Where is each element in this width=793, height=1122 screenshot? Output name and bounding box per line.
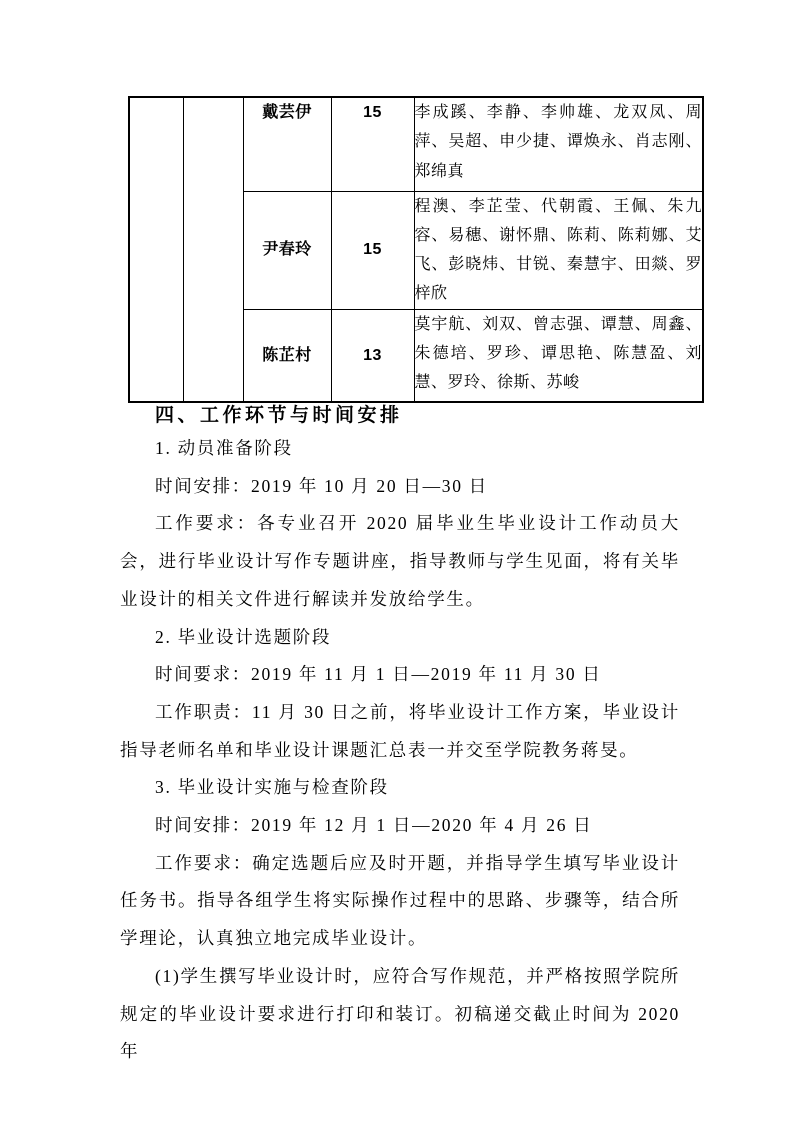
paragraph-stage-3-item-1: (1)学生撰写毕业设计时，应符合写作规范，并严格按照学院所规定的毕业设计要求进行打印和装订。初稿递交截止时间为 2020 年 (120, 965, 680, 1062)
student-names-cell: 李成蹊、李静、李帅雄、龙双凤、周萍、吴超、申少捷、谭焕永、肖志刚、郑绵真 (414, 97, 703, 191)
section-heading: 四、工作环节与时间安排 (155, 405, 403, 426)
paragraph-stage-3-requirements: 工作要求：确定选题后应及时开题，并指导学生填写毕业设计任务书。指导各组学生将实际操作过程中的思路、步骤等，结合所学理论，认真独立地完成毕业设计。 (120, 852, 680, 949)
student-count-cell: 15 (331, 191, 414, 309)
student-names-cell: 程澳、李芷莹、代朝霞、王佩、朱九容、易穗、谢怀鼎、陈莉、陈莉娜、艾飞、彭晓炜、甘锐、秦慧宇、田燚、罗梓欣 (414, 191, 703, 309)
advisor-group-table (128, 96, 704, 403)
teacher-name-cell: 戴芸伊 (243, 97, 331, 191)
merged-empty-cell-2 (183, 97, 243, 402)
paragraph-stage-1-title: 1. 动员准备阶段 (155, 438, 293, 458)
paragraph-stage-3-title: 3. 毕业设计实施与检查阶段 (155, 777, 389, 798)
paragraph-stage-2-title: 2. 毕业设计选题阶段 (155, 626, 332, 647)
merged-empty-cell-1 (129, 97, 183, 402)
paragraph-stage-1-requirements: 工作要求：各专业召开 2020 届毕业生毕业设计工作动员大会，进行毕业设计写作专题讲座，指导教师与学生见面，将有关毕业设计的相关文件进行解读并发放给学生。 (120, 513, 680, 609)
student-count-cell: 15 (331, 97, 414, 191)
student-names-cell: 莫宇航、刘双、曾志强、谭慧、周鑫、朱德培、罗珍、谭思艳、陈慧盈、刘慧、罗玲、徐斯、苏峻 (414, 309, 703, 402)
paragraph-stage-2-duties: 工作职责：11 月 30 日之前，将毕业设计工作方案，毕业设计指导老师名单和毕业设计课题汇总表一并交至学院教务蒋旻。 (120, 701, 680, 760)
paragraph-stage-2-schedule: 时间要求：2019 年 11 月 1 日—2019 年 11 月 30 日 (155, 664, 602, 685)
document-body (120, 430, 680, 1071)
paragraph-stage-1-schedule: 时间安排：2019 年 10 月 20 日—30 日 (155, 475, 488, 496)
table-row-1 (129, 97, 703, 191)
student-count-cell: 13 (331, 309, 414, 402)
paragraph-stage-3-schedule: 时间安排：2019 年 12 月 1 日—2020 年 4 月 26 日 (155, 815, 593, 836)
teacher-name-cell: 尹春玲 (243, 191, 331, 309)
teacher-name-cell: 陈芷村 (243, 309, 331, 402)
